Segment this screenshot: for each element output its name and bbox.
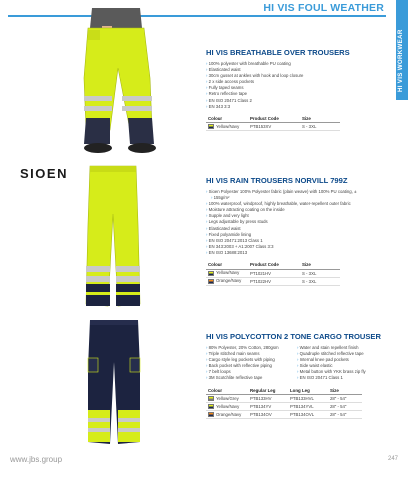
feature-item: › EN ISO 20471:2013 Class 1 (206, 238, 382, 244)
colour-swatch (208, 279, 214, 284)
table-header: Colour (206, 387, 248, 395)
table-row (206, 411, 362, 419)
feature-item: › 30cm gusset at ankles with hook and loop closure (206, 73, 382, 79)
feature-item: › 2 x side access pockets (206, 79, 382, 85)
colour-name: Orange/Navy (216, 278, 242, 284)
section-title: HI VIS BREATHABLE OVER TROUSERS (206, 48, 350, 57)
table-header: Size (300, 115, 340, 123)
colour-swatch (208, 271, 214, 276)
table-header: Size (328, 387, 362, 395)
size-range: S - 3XL (300, 269, 340, 277)
feature-item: › 100% polyester with breathable PU coating (206, 61, 382, 67)
size-range: S - 3XL (300, 123, 340, 131)
table-header: Size (300, 261, 340, 269)
product-code: PT1021HV (248, 269, 300, 277)
size-range: 28" - 54" (328, 411, 362, 419)
feature-item: › Fixed polyamide lining (206, 232, 382, 238)
colour-name: Yellow/Navy (216, 270, 240, 276)
feature-item: › Retro reflective tape (206, 91, 382, 97)
product-code: PT1022HV (248, 277, 300, 285)
table-row (206, 123, 340, 131)
feature-item: › Elasticated waist (206, 226, 382, 232)
product-section-rain-trousers (206, 176, 382, 286)
feature-item: › Moisture attracting coating on the inside (206, 207, 382, 213)
product-image-rain-trousers (82, 164, 144, 312)
section-title: HI VIS POLYCOTTON 2 TONE CARGO TROUSER (206, 332, 381, 341)
feature-list (206, 61, 382, 110)
side-tab-label: HI VIS WORKWEAR (397, 29, 404, 92)
product-table (206, 115, 340, 132)
colour-swatch (208, 124, 214, 129)
page-number: 247 (387, 456, 398, 462)
product-section-cargo-trousers (206, 332, 382, 419)
feature-item: › Legs adjustable by press studs (206, 219, 382, 225)
table-header: Colour (206, 261, 248, 269)
colour-name: Orange/Navy (216, 411, 242, 417)
colour-name: Yellow/Grey (216, 395, 239, 401)
feature-list (297, 345, 382, 382)
table-row (206, 269, 340, 277)
feature-item: › Back pocket with reflective piping (206, 363, 291, 369)
colour-swatch (208, 396, 214, 401)
table-row (206, 277, 340, 285)
table-row (206, 403, 362, 411)
colour-name: Yellow/Navy (216, 124, 240, 130)
product-image-over-trousers (70, 8, 160, 156)
table-row (206, 395, 362, 403)
page-title: HI VIS FOUL WEATHER (263, 2, 384, 14)
product-section-over-trousers (206, 48, 382, 131)
feature-item: › Side waist elastic (297, 363, 382, 369)
colour-swatch (208, 404, 214, 409)
feature-item: › Cargo style leg pockets with piping (206, 357, 291, 363)
feature-item: › EN 343 3:3 (206, 104, 382, 110)
feature-item: › Quadruple stitched reflective tape (297, 351, 382, 357)
size-range: 28" - 54" (328, 395, 362, 403)
feature-list (206, 189, 382, 256)
table-header: Long Leg (288, 387, 328, 395)
feature-item: › Triple stitched main seams (206, 351, 291, 357)
feature-item: › Metal button with YKK brass zip fly (297, 369, 382, 375)
feature-item: › 80% Polyester, 20% Cotton, 280gsm (206, 345, 291, 351)
colour-name: Yellow/Navy (216, 403, 240, 409)
table-header: Regular Leg (248, 387, 288, 395)
product-table (206, 387, 362, 420)
feature-item: › Water and stain repellent finish (297, 345, 382, 351)
section-title: HI VIS RAIN TROUSERS NORVILL 799Z (206, 176, 348, 185)
feature-item: › 155g/m² (206, 195, 382, 201)
regular-leg-code: PTB134YV (248, 403, 288, 411)
long-leg-code: PTB134YVL (288, 403, 328, 411)
product-code: PTB153XV (248, 123, 300, 131)
regular-leg-code: PTB133HV (248, 395, 288, 403)
product-image-cargo-trousers (84, 318, 144, 446)
header-divider (8, 15, 386, 17)
feature-item: › 100% waterproof, windproof, highly breathable, water-repellent outer fabric (206, 201, 382, 207)
size-range: 28" - 54" (328, 403, 362, 411)
feature-item: › EN ISO 20471 Class 2 (206, 98, 382, 104)
table-header: Product Code (248, 261, 300, 269)
feature-item: › EN ISO 20471 Class 1 (297, 375, 382, 381)
table-header: Product Code (248, 115, 300, 123)
feature-item: › EN ISO 13688:2013 (206, 250, 382, 256)
feature-item: › Fully taped seams (206, 85, 382, 91)
feature-item: › Elasticated waist (206, 67, 382, 73)
long-leg-code: PTB133HVL (288, 395, 328, 403)
size-range: S - 3XL (300, 277, 340, 285)
feature-item: › Supple and very light (206, 213, 382, 219)
brand-logo: SIOEN (20, 166, 68, 181)
regular-leg-code: PTB134OV (248, 411, 288, 419)
product-table (206, 261, 340, 286)
feature-list (206, 345, 291, 382)
footer-url[interactable]: www.jbs.group (10, 455, 63, 464)
table-header: Colour (206, 115, 248, 123)
feature-item: › Sioen Polyester 100% Polyester fabric (plain weave) with 100% PU coating, ± (206, 189, 382, 195)
side-category-tab (396, 0, 408, 100)
colour-swatch (208, 412, 214, 417)
feature-item: › EN 343:2003 + A1:2007 Class 3:3 (206, 244, 382, 250)
long-leg-code: PTB134OVL (288, 411, 328, 419)
feature-item: › Internal knee pad pockets (297, 357, 382, 363)
feature-item: › 3M Scotchlite reflective tape (206, 375, 291, 381)
feature-item: › 7 belt loops (206, 369, 291, 375)
